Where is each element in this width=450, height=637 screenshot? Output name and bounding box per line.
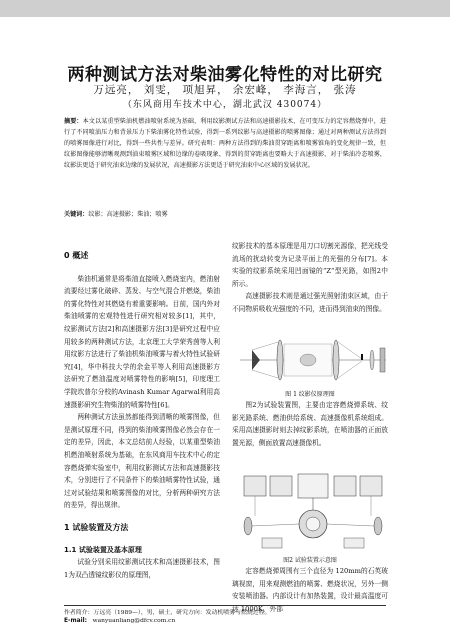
figure-2-apparatus-diagram — [236, 468, 390, 558]
apparatus-paragraph: 图2为试验装置图，主要由定容燃烧弹系统、纹影光路系统、燃油供给系统、高速摄像机系统组成。采用高速摄影时则去掉纹影系统，在喷油器的正面放置光源，侧面放置高速摄像机。 — [232, 401, 388, 447]
author-footnote: 作者简介：万远亮（1989—），男，硕士，研究方向：发动机喷雾与燃烧过程。 — [64, 610, 271, 616]
chamber-paragraph: 定容燃烧弹周围有三个直径为 120mm的石英玻璃视窗，用来观测燃油的喷雾、燃烧状况，另外一侧安装喷油器。内部设计有加热装置，设计最高温度可达 1000K，外部 — [232, 567, 388, 613]
keywords-text: 纹影；高速摄影；柴油；喷雾 — [88, 211, 168, 218]
affiliation: （东风商用车技术中心，湖北武汉 430074） — [122, 100, 328, 110]
intro-paragraph-1: 柴油机通常是将柴油直接喷入燃烧室内，燃油射流要经过雾化破碎、蒸发、与空气混合并燃烧，柴油的雾化特性对其燃烧有着重要影响。目前，国内外对柴油喷雾的宏观特性进行研究相对较多[1]，其中，纹影测试方法[2]和高速摄影方法[3]是研究过程中应用较多的两种测试方法，北京理工大学荣秀茵等人利用纹影方法进行了柴油机柴油喷雾与着火特性试验研究[4]，华中科技大学的余金平等人利用高速摄影方法研究了燃油温度对喷雾特性的影响[5]，印度理工学院坎普尔分校的Avinash Kumar Agarwal利用高速摄影研究生物柴油的喷雾特性[6]。 — [64, 274, 220, 409]
right-column — [232, 240, 388, 316]
author-list: 万远亮， 刘雯， 项旭昇， 余宏峰， 李海言， 张涛 — [93, 84, 357, 96]
email-address: wanyuanliang@dfcv.com.cn — [92, 618, 176, 624]
intro-paragraph-2: 两种测试方法虽然都能得到清晰的喷雾图像，但是测试原理不同，得到的柴油喷雾图像必然会存在一定的差异，因此，本文总结前人经验，以某重型柴油机燃油喷射系统为基础，在东风商用车技术中心的定容燃烧弹实验室中，利用纹影测试方法和高速摄影技术，分别进行了不同条件下的柴油喷雾特性试验，通过对试验结果和喷雾图像的对比，分析两种研究方法的差异，得出规律。 — [64, 413, 220, 510]
abstract-text: 本文以某重型柴油机燃油喷射系统为基础，利用纹影测试方法和高速摄影技术，在可变压力的定容燃烧弹中，进行了不同喷油压力和背景压力下柴油雾化特性试验，得到一系列纹影与高速摄影的喷雾图像；通过对两种测试方法得到的喷雾图像进行对比，得到一些共性与差异。研究表明：两种方法得到的柴油贯穿距离和喷雾锥角的变化规律一致，但纹影图像能够清晰观测到油束喷雾区域和边缘的卷吸现象，得到的贯穿距离也要略大于高速摄影，对于柴油冷态喷雾，纹影法更适于研究油束边缘的发展状况，高速摄影方法更适于研究油束中心区域的发展状况。 — [64, 118, 387, 170]
abstract — [64, 116, 386, 171]
section-1-1-heading: 1.1 试验装置及基本原理 — [64, 546, 142, 555]
left-column — [64, 240, 220, 582]
keywords-label: 关键词： — [64, 211, 89, 218]
section-0-heading: 0 概述 — [64, 251, 89, 260]
high-speed-paragraph: 高速摄影技术则是通过强光照射油束区域，由于不同物质吸收光强度的不同，进而得到油束的图像。 — [232, 292, 388, 313]
figure-1-caption: 图 1 纹影仪原理图 — [285, 391, 335, 398]
abstract-label: 摘要： — [64, 118, 83, 125]
keywords — [64, 209, 386, 218]
section-1-heading: 1 试验装置及方法 — [64, 522, 129, 532]
schlieren-principle-paragraph: 纹影技术的基本原理是用刀口切割光源像，把光线受流场的扰动转变为记录平面上的光强的分布[7]。本实验的纹影系统采用凹面镜的“Z”型光路，如图2中所示。 — [232, 242, 388, 288]
right-column-mid — [232, 399, 388, 449]
email-label: E-mail: — [64, 618, 87, 624]
paper-title: 两种测试方法对柴油雾化特性的对比研究 — [67, 65, 383, 85]
email-footnote — [64, 618, 394, 624]
figure-2-caption: 图2 试验装置示意图 — [283, 557, 337, 564]
footnote-divider — [64, 605, 386, 606]
figure-1-schlieren-diagram — [238, 320, 388, 390]
header-band — [0, 0, 450, 17]
section-1-1-paragraph: 试验分别采用纹影测试技术和高速摄影技术，图1为双凸透镜纹影仪的原理图， — [64, 558, 220, 580]
